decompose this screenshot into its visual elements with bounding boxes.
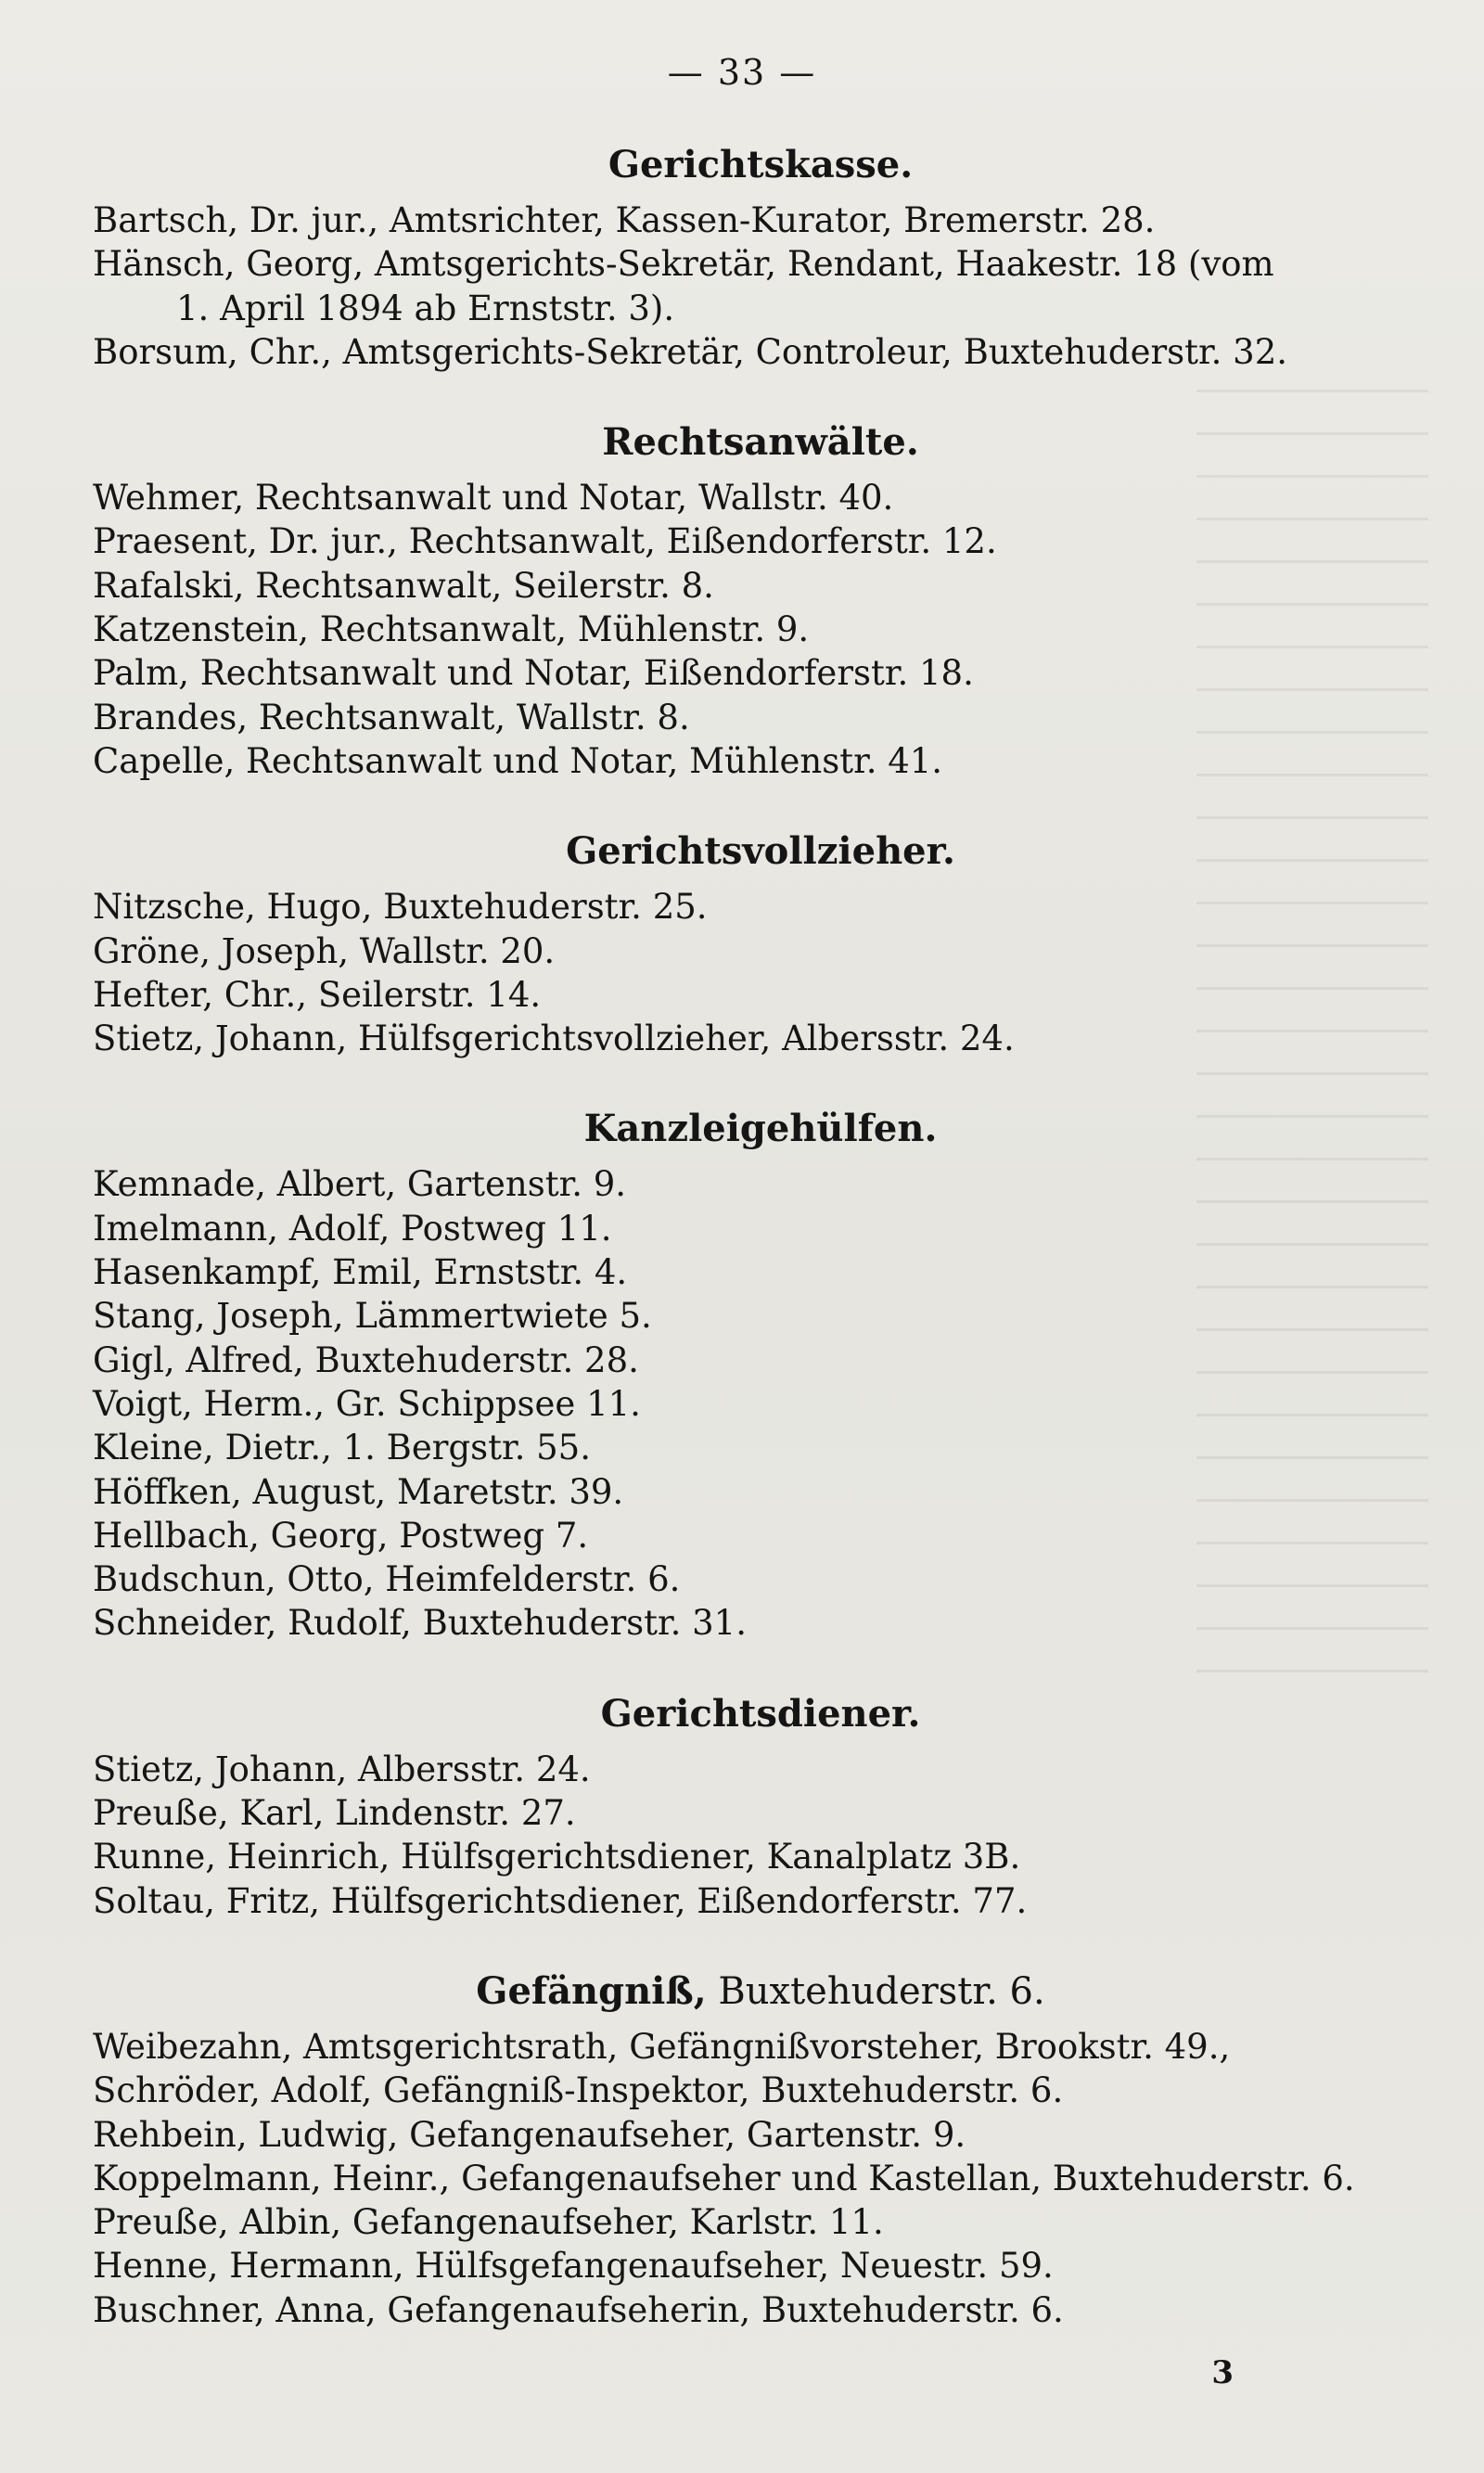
entry-list bbox=[93, 2025, 1428, 2332]
directory-section bbox=[93, 1101, 1428, 1645]
directory-entry: Gigl, Alfred, Buxtehuderstr. 28. bbox=[93, 1339, 639, 1380]
directory-entry: Brandes, Rechtsanwalt, Wallstr. 8. bbox=[93, 697, 690, 737]
directory-entry: Stietz, Johann, Hülfsgerichtsvollzieher, Albersstr. 24. bbox=[93, 1019, 1015, 1059]
section-heading bbox=[93, 137, 1428, 193]
directory-entry: Voigt, Herm., Gr. Schippsee 11. bbox=[93, 1383, 641, 1424]
directory-section bbox=[93, 1686, 1428, 1923]
signature-mark: 3 bbox=[1211, 2354, 1234, 2391]
directory-entry: Wehmer, Rechtsanwalt und Notar, Wallstr. 40. bbox=[93, 478, 894, 519]
directory-entry: Palm, Rechtsanwalt und Notar, Eißendorferstr. 18. bbox=[93, 653, 974, 694]
directory-entry: Buschner, Anna, Gefangenaufseherin, Buxtehuderstr. 6. bbox=[93, 2289, 1064, 2330]
directory-entry: Schröder, Adolf, Gefängniß-Inspektor, Buxtehuderstr. 6. bbox=[93, 2070, 1064, 2111]
entry-list bbox=[93, 1162, 1428, 1645]
entry-list bbox=[93, 885, 1428, 1060]
directory-entry: Rafalski, Rechtsanwalt, Seilerstr. 8. bbox=[93, 565, 714, 606]
directory-entry: Katzenstein, Rechtsanwalt, Mühlenstr. 9. bbox=[93, 609, 810, 650]
section-heading-title: Gerichtsvollzieher. bbox=[566, 829, 955, 874]
directory-entry: Hänsch, Georg, Amtsgerichts-Sekretär, Rendant, Haakestr. 18 (vom bbox=[93, 244, 1274, 285]
section-heading-title: Kanzleigehülfen. bbox=[583, 1107, 938, 1151]
section-heading bbox=[93, 824, 1428, 879]
directory-entry: Höffken, August, Maretstr. 39. bbox=[93, 1471, 624, 1512]
section-heading-address: Buxtehuderstr. 6. bbox=[706, 1969, 1045, 2013]
section-heading-title: Gefängniß, bbox=[476, 1968, 707, 2013]
directory-entry: Schneider, Rudolf, Buxtehuderstr. 31. bbox=[93, 1603, 747, 1644]
directory-entry: Gröne, Joseph, Wallstr. 20. bbox=[93, 930, 556, 971]
directory-entry: Weibezahn, Amtsgerichtsrath, Gefängnißvorsteher, Brookstr. 49., bbox=[93, 2026, 1231, 2067]
directory-entry: Hellbach, Georg, Postweg 7. bbox=[93, 1515, 589, 1556]
directory-entry: Praesent, Dr. jur., Rechtsanwalt, Eißendorferstr. 12. bbox=[93, 521, 997, 562]
directory-entry: Koppelmann, Heinr., Gefangenaufseher und Kastellan, Buxtehuderstr. 6. bbox=[93, 2158, 1355, 2198]
entry-list bbox=[93, 199, 1428, 374]
directory-entry: Kleine, Dietr., 1. Bergstr. 55. bbox=[93, 1428, 591, 1468]
directory-entry: Preuße, Karl, Lindenstr. 27. bbox=[93, 1793, 576, 1834]
directory-entry: Runne, Heinrich, Hülfsgerichtsdiener, Kanalplatz 3B. bbox=[93, 1837, 1021, 1877]
section-heading bbox=[93, 1101, 1428, 1157]
directory-entry: Stang, Joseph, Lämmertwiete 5. bbox=[93, 1296, 652, 1337]
directory-section bbox=[93, 415, 1428, 783]
section-heading bbox=[93, 1964, 1428, 2019]
directory-entry: Imelmann, Adolf, Postweg 11. bbox=[93, 1208, 612, 1249]
directory-entry: Kemnade, Albert, Gartenstr. 9. bbox=[93, 1164, 627, 1205]
directory-entry: Budschun, Otto, Heimfelderstr. 6. bbox=[93, 1559, 681, 1600]
directory-entry: Hefter, Chr., Seilerstr. 14. bbox=[93, 974, 542, 1015]
section-spacer bbox=[93, 1646, 1428, 1686]
entry-list bbox=[93, 476, 1428, 783]
page-content bbox=[93, 137, 1428, 2332]
directory-entry: Capelle, Rechtsanwalt und Notar, Mühlenstr. 41. bbox=[93, 740, 943, 781]
directory-entry: Stietz, Johann, Albersstr. 24. bbox=[93, 1749, 591, 1789]
directory-entry: Rehbein, Ludwig, Gefangenaufseher, Gartenstr. 9. bbox=[93, 2114, 966, 2155]
section-heading bbox=[93, 1686, 1428, 1742]
section-spacer bbox=[93, 374, 1428, 415]
section-spacer bbox=[93, 1923, 1428, 1964]
directory-entry: Soltau, Fritz, Hülfsgerichtsdiener, Eißendorferstr. 77. bbox=[93, 1880, 1028, 1921]
section-heading-title: Gerichtskasse. bbox=[608, 143, 914, 186]
section-heading bbox=[93, 415, 1428, 470]
directory-section bbox=[93, 137, 1428, 374]
directory-entry: Nitzsche, Hugo, Buxtehuderstr. 25. bbox=[93, 887, 708, 928]
directory-entry: 1. April 1894 ab Ernststr. 3). bbox=[176, 288, 675, 328]
section-spacer bbox=[93, 783, 1428, 824]
page-number: — 33 — bbox=[667, 52, 817, 93]
directory-section bbox=[93, 824, 1428, 1060]
section-heading-title: Gerichtsdiener. bbox=[600, 1691, 921, 1736]
directory-section bbox=[93, 1964, 1428, 2332]
section-spacer bbox=[93, 1060, 1428, 1101]
directory-entry: Borsum, Chr., Amtsgerichts-Sekretär, Controleur, Buxtehuderstr. 32. bbox=[93, 331, 1287, 372]
directory-entry: Hasenkampf, Emil, Ernststr. 4. bbox=[93, 1252, 628, 1293]
directory-entry: Preuße, Albin, Gefangenaufseher, Karlstr. 11. bbox=[93, 2202, 884, 2243]
entry-list bbox=[93, 1748, 1428, 1923]
section-heading-title: Rechtsanwälte. bbox=[602, 420, 919, 465]
directory-entry: Henne, Hermann, Hülfsgefangenaufseher, Neuestr. 59. bbox=[93, 2246, 1054, 2287]
directory-entry: Bartsch, Dr. jur., Amtsrichter, Kassen-Kurator, Bremerstr. 28. bbox=[93, 200, 1156, 240]
